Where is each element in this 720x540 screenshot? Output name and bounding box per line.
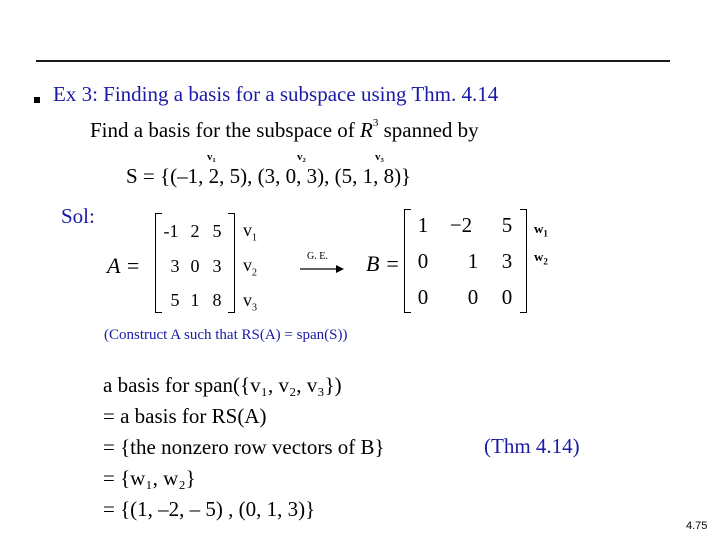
matrix-B-label: B = bbox=[366, 251, 400, 276]
solution-line: a basis for span({v₁, v₂, v₃}) bbox=[103, 373, 342, 397]
matrix-B-cell: 1 bbox=[417, 213, 429, 237]
matrix-A-cell: 3 bbox=[170, 256, 180, 276]
matrix-B-cell: 0 bbox=[417, 285, 429, 309]
matrix-A-cell: 0 bbox=[190, 256, 200, 276]
matrix-B-cell: 5 bbox=[501, 213, 513, 237]
matrix-B-cell: 1 bbox=[467, 249, 479, 273]
page-number: 4.75 bbox=[686, 520, 708, 532]
matrix-B-cell: 3 bbox=[501, 249, 513, 273]
slide-title: Ex 3: Finding a basis for a subspace using Thm. 4.14 bbox=[53, 82, 499, 106]
solution-line: = {(1, –2, – 5) , (0, 1, 3)} bbox=[103, 497, 316, 521]
header-rule bbox=[36, 60, 670, 62]
solution-line: = a basis for RS(A) bbox=[103, 404, 267, 428]
matrix-A-right-bracket bbox=[228, 213, 235, 313]
matrix-A-cell: -1 bbox=[163, 221, 179, 241]
set-label-v3: v₃ bbox=[375, 151, 384, 163]
construct-note: (Construct A such that RS(A) = span(S)) bbox=[104, 327, 348, 343]
arrow-label: G. E. bbox=[307, 251, 328, 262]
matrix-B-cell: 0 bbox=[417, 249, 429, 273]
matrix-A-cell: 8 bbox=[212, 290, 222, 310]
matrix-A-cell: 5 bbox=[212, 221, 222, 241]
matrix-B-cell: 0 bbox=[467, 285, 479, 309]
matrix-A-cell: 1 bbox=[190, 290, 200, 310]
problem-R: R bbox=[360, 118, 373, 142]
matrix-B-cell: −2 bbox=[449, 213, 473, 237]
sol-label: Sol: bbox=[61, 204, 95, 228]
set-label-v1: v₁ bbox=[207, 151, 216, 163]
matrix-B-rowlabel-w2: $w_2$ bbox=[534, 249, 548, 267]
matrix-B-cell: 0 bbox=[501, 285, 513, 309]
matrix-A-label: A = bbox=[107, 253, 141, 278]
matrix-A-cell: 2 bbox=[190, 221, 200, 241]
matrix-B-rowlabel-w1: $w_1$ bbox=[534, 221, 548, 239]
problem-exp: 3 bbox=[372, 117, 379, 129]
matrix-A-rowlabel-v1: $v_1$ bbox=[243, 220, 257, 244]
problem-post: spanned by bbox=[378, 118, 479, 142]
bullet-icon bbox=[34, 97, 40, 103]
matrix-A-cell: 5 bbox=[170, 290, 180, 310]
problem-pre: Find a basis for the subspace of bbox=[90, 118, 361, 142]
theorem-reference: (Thm 4.14) bbox=[484, 434, 580, 458]
solution-line: = {w₁, w₂} bbox=[103, 466, 196, 490]
matrix-B bbox=[404, 209, 527, 313]
set-expression: S = {(–1, 2, 5), (3, 0, 3), (5, 1, 8)} bbox=[126, 164, 412, 188]
set-label-v2: v₂ bbox=[297, 151, 306, 163]
solution-line: = {the nonzero row vectors of B} bbox=[103, 435, 385, 459]
matrix-A-cell: 3 bbox=[212, 256, 222, 276]
problem-statement bbox=[90, 118, 479, 143]
matrix-A-rowlabel-v3: $v_3$ bbox=[243, 290, 257, 314]
matrix-A-rowlabel-v2: $v_2$ bbox=[243, 255, 257, 279]
matrix-A bbox=[155, 213, 235, 313]
right-arrow-icon bbox=[300, 264, 344, 274]
solution-lines bbox=[103, 370, 385, 525]
